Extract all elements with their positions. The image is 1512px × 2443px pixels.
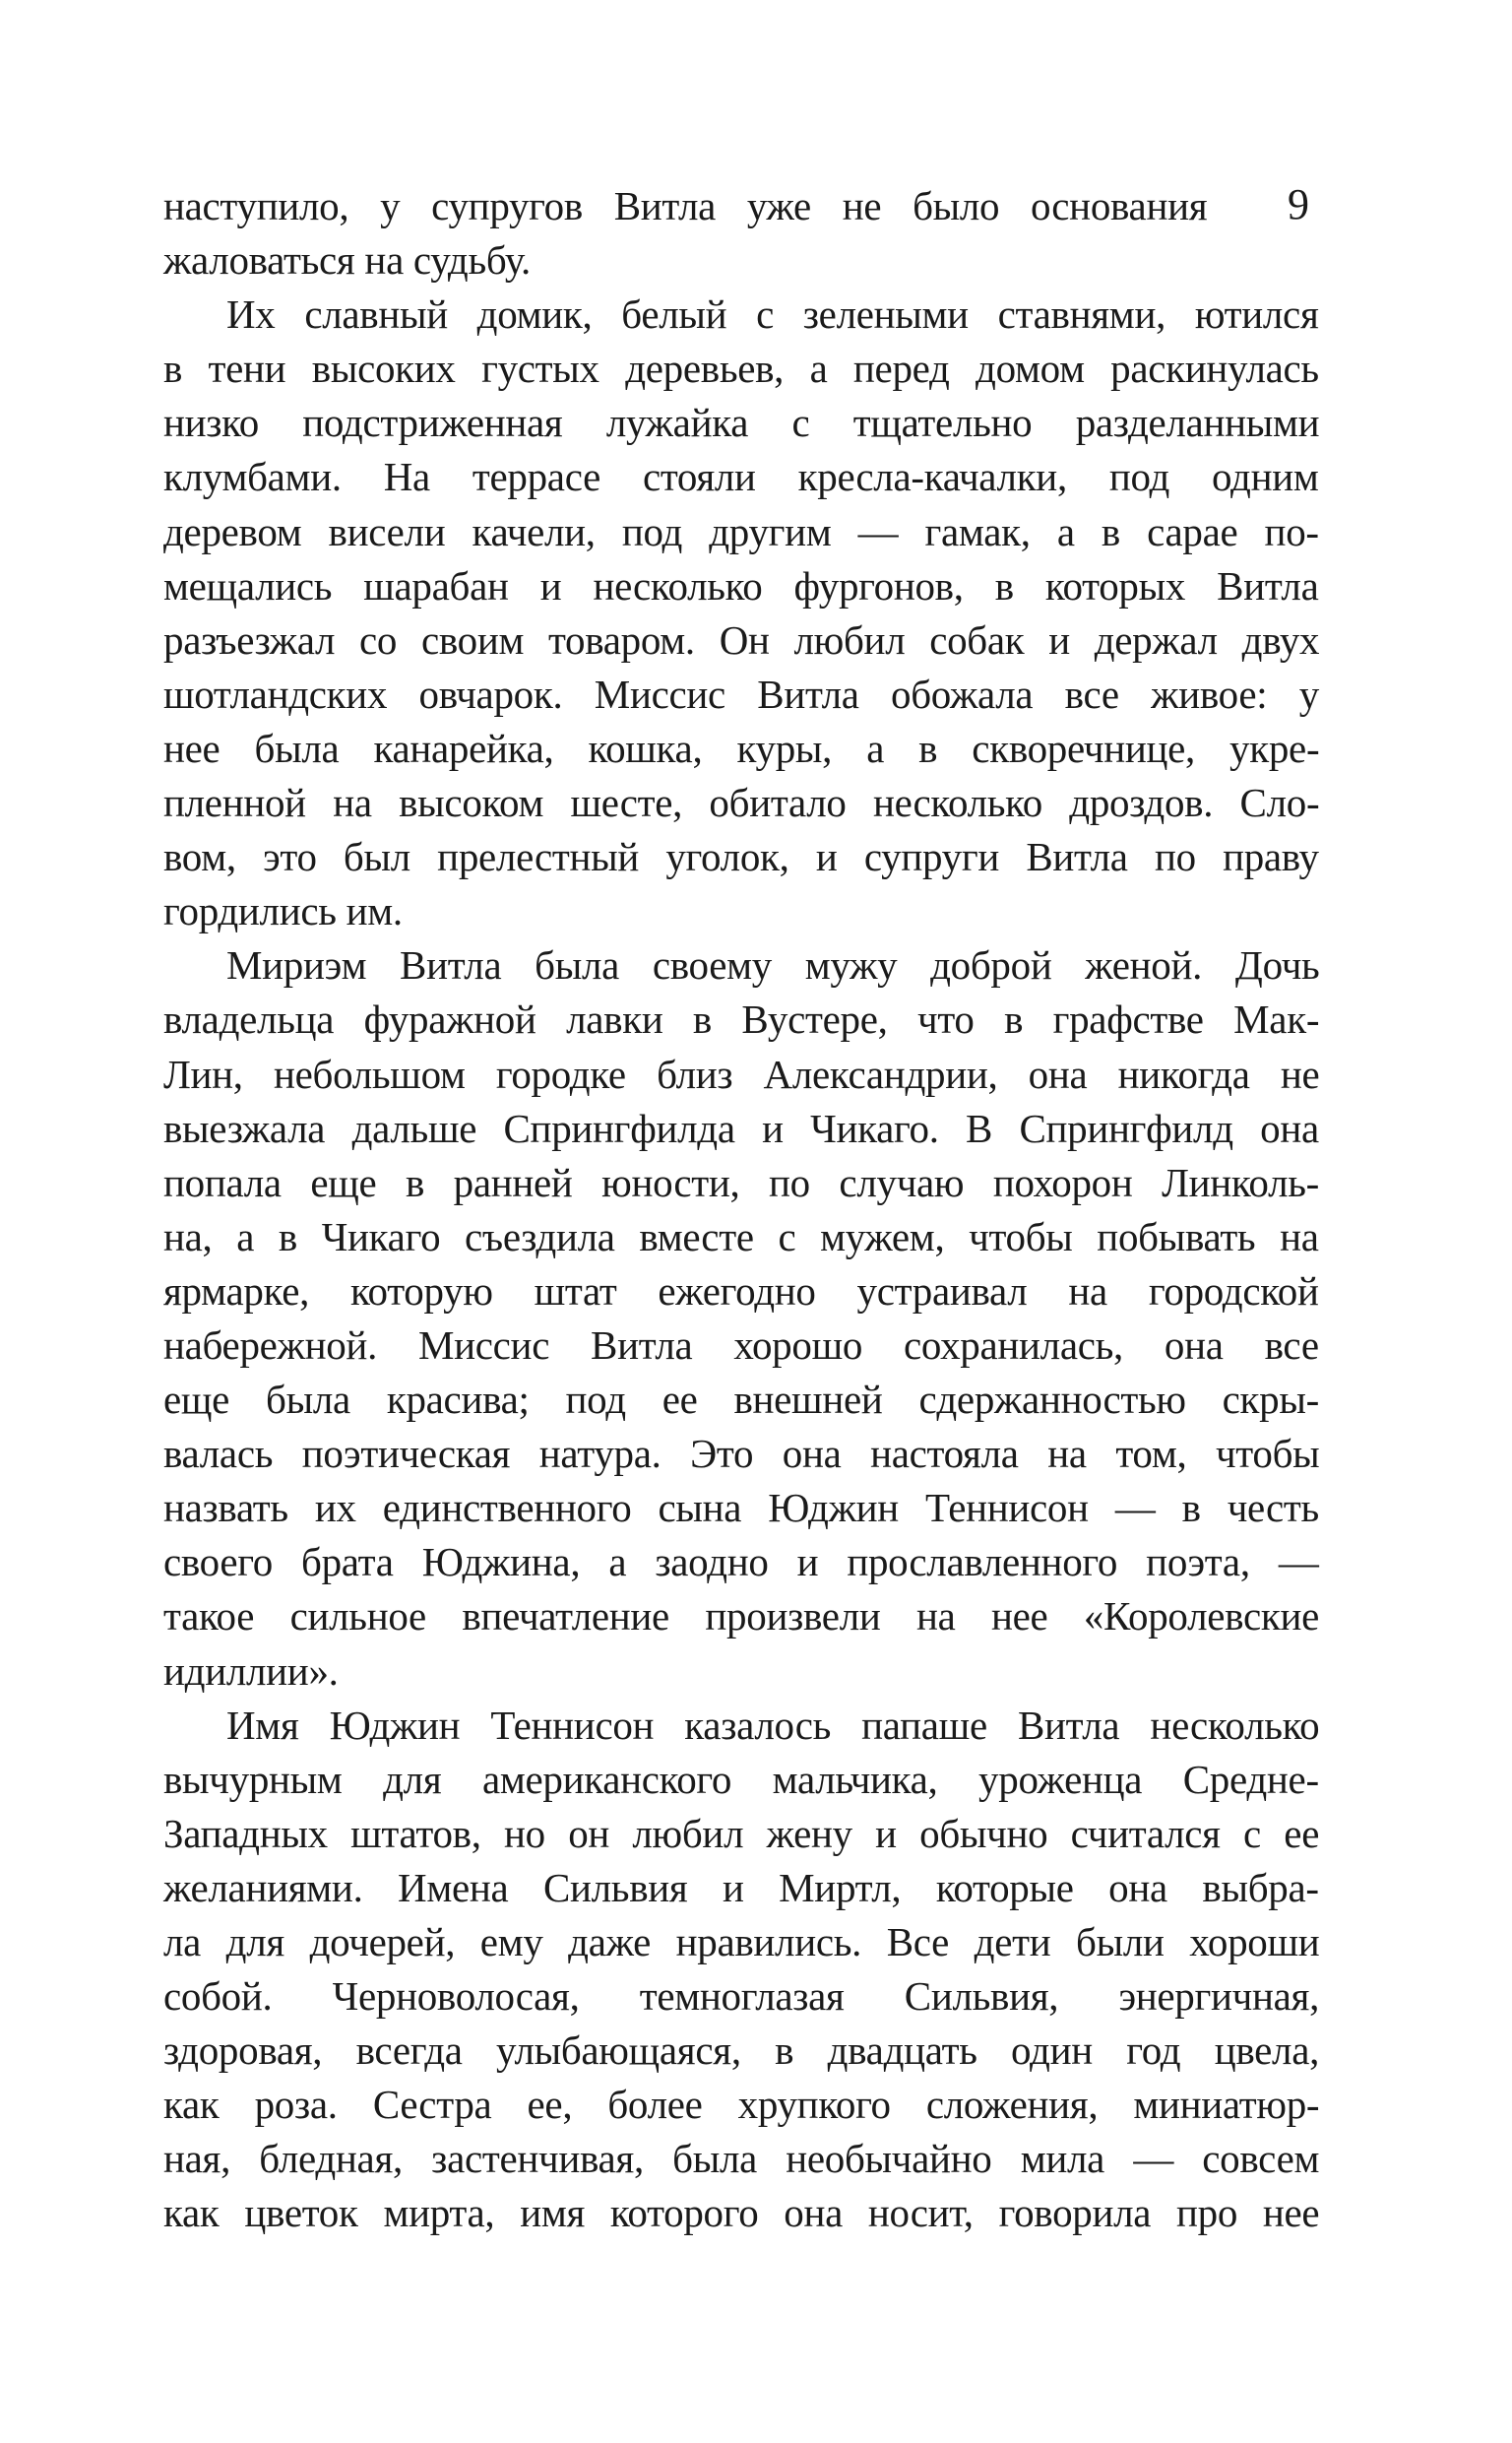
text-line: вычурным для американского мальчика, уроженца Средне- bbox=[163, 1756, 1319, 1802]
paragraph-first-line: Имя Юджин Теннисон казалось папаше Витла несколько bbox=[226, 1702, 1320, 1748]
text-line: Лин, небольшом городке близ Александрии, она никогда не bbox=[163, 1051, 1320, 1097]
text-line: валась поэтическая натура. Это она настояла на том, чтобы bbox=[163, 1431, 1320, 1477]
text-line: своего брата Юджина, а заодно и прославленного поэта, — bbox=[163, 1539, 1319, 1585]
text-line: Западных штатов, но он любил жену и обычно считался с ее bbox=[163, 1810, 1320, 1856]
text-line: разъезжал со своим товаром. Он любил собак и держал двух bbox=[163, 616, 1320, 663]
text-line: выезжала дальше Спрингфилда и Чикаго. В Спрингфилд она bbox=[163, 1105, 1319, 1151]
text-line: такое сильное впечатление произвели на нее «Королевские bbox=[163, 1593, 1320, 1639]
text-line: идиллии». bbox=[163, 1647, 339, 1694]
text-line: набережной. Миссис Витла хорошо сохранилась, она все bbox=[163, 1321, 1319, 1368]
page-number: 9 bbox=[1288, 180, 1309, 228]
text-line: пленной на высоком шесте, обитало несколько дроздов. Сло- bbox=[163, 780, 1320, 826]
text-line: деревом висели качели, под другим — гамак, а в сарае по- bbox=[163, 508, 1319, 554]
text-line: в тени высоких густых деревьев, а перед домом раскинулась bbox=[163, 346, 1319, 392]
text-line: желаниями. Имена Сильвия и Миртл, которые она выбра- bbox=[163, 1864, 1319, 1910]
text-line: на, а в Чикаго съездила вместе с мужем, чтобы побывать на bbox=[163, 1213, 1319, 1259]
text-line: ная, бледная, застенчивая, была необычайно мила — совсем bbox=[163, 2136, 1320, 2182]
text-line: вом, это был прелестный уголок, и супруги Витла по праву bbox=[163, 834, 1319, 880]
text-line: гордились им. bbox=[163, 888, 403, 934]
text-line: низко подстриженная лужайка с тщательно разделанными bbox=[163, 400, 1320, 446]
text-line: ла для дочерей, ему даже нравились. Все дети были хороши bbox=[163, 1919, 1320, 1964]
text-line: клумбами. На террасе стояли кресла-качалки, под одним bbox=[163, 454, 1319, 500]
text-line: как роза. Сестра ее, более хрупкого сложения, миниатюр- bbox=[163, 2082, 1320, 2128]
paragraph-first-line: Мириэм Витла была своему мужу доброй женой. Дочь bbox=[226, 942, 1320, 989]
body-text bbox=[163, 179, 1319, 2241]
text-line: назвать их единственного сына Юджин Теннисон — в честь bbox=[163, 1485, 1319, 1531]
text-line: владельца фуражной лавки в Вустере, что в графстве Мак- bbox=[163, 996, 1320, 1043]
text-line: ярмарке, которую штат ежегодно устраивал на городской bbox=[163, 1267, 1319, 1314]
text-line: еще была красива; под ее внешней сдержанностью скры- bbox=[163, 1377, 1319, 1423]
text-line: здоровая, всегда улыбающаяся, в двадцать один год цвела, bbox=[163, 2027, 1320, 2074]
text-line: жаловаться на судьбу. bbox=[163, 237, 531, 284]
text-line: наступило, у супругов Витла уже не было основания bbox=[163, 183, 1208, 228]
text-line: шотландских овчарок. Миссис Витла обожала все живое: у bbox=[163, 671, 1319, 717]
paragraph-first-line: Их славный домик, белый с зелеными ставнями, ютился bbox=[226, 291, 1319, 338]
text-line: попала еще в ранней юности, по случаю похорон Линколь- bbox=[163, 1159, 1319, 1205]
text-line: нее была канарейка, кошка, куры, а в скворечнице, укре- bbox=[163, 725, 1320, 771]
text-line: как цветок мирта, имя которого она носит, говорила про нее bbox=[163, 2190, 1320, 2236]
text-line: мещались шарабан и несколько фургонов, в которых Витла bbox=[163, 562, 1319, 609]
text-line: собой. Черноволосая, темноглазая Сильвия, энергичная, bbox=[163, 1973, 1320, 2020]
